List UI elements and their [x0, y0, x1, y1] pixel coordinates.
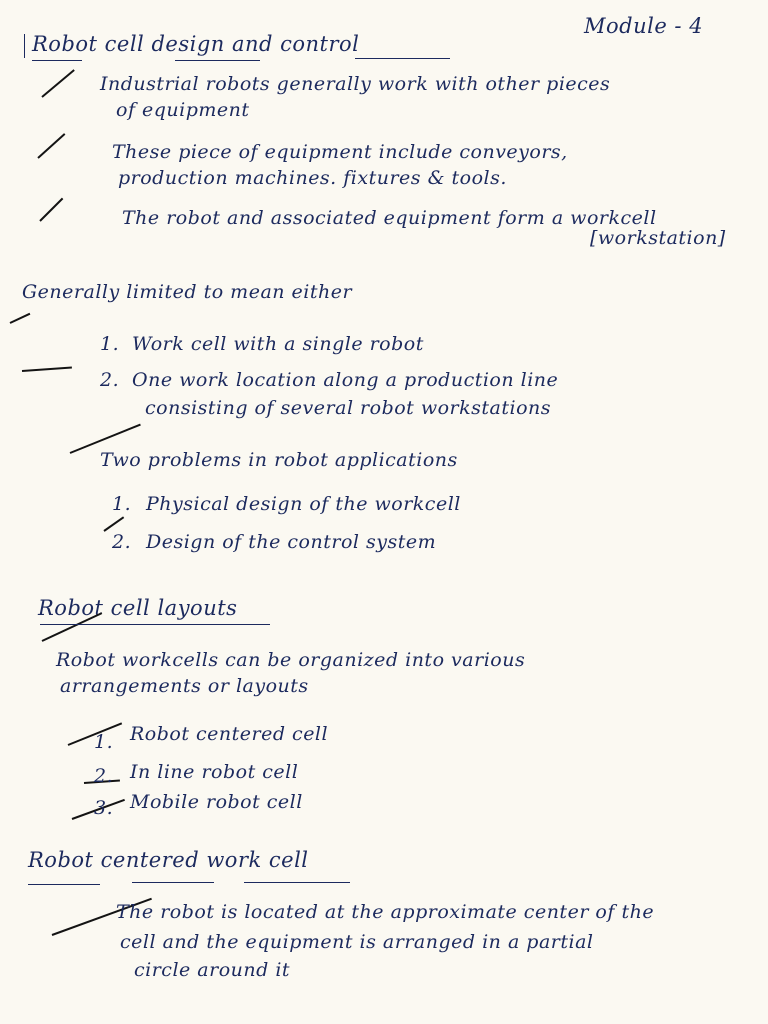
list-item: Work cell with a single robot [132, 333, 424, 355]
page-title: Robot cell design and control [32, 32, 360, 56]
list-number: 3. [94, 797, 114, 819]
list-item-cont: consisting of several robot workstations [145, 397, 552, 419]
intro-point: These piece of equipment include conveyors, [112, 141, 568, 163]
intro-point-cont: production machines. fixtures & tools. [118, 167, 507, 189]
list-number: 1. [94, 731, 114, 753]
list-item: In line robot cell [130, 761, 299, 783]
list-item: Robot centered cell [130, 723, 329, 745]
intro-point-cont: [workstation] [590, 227, 726, 249]
intro-point: The robot and associated equipment form a workcell [122, 207, 657, 229]
title-underline [175, 60, 260, 61]
list-item: One work location along a production line [132, 369, 559, 391]
list-number: 1. [112, 493, 132, 515]
heading-underline [244, 882, 350, 883]
section-heading: Robot centered work cell [28, 848, 309, 872]
list-item: Physical design of the workcell [146, 493, 461, 515]
list-number: 2. [112, 531, 132, 553]
title-underline [32, 60, 82, 61]
section-heading: Robot cell layouts [38, 596, 238, 620]
tick-mark [39, 198, 63, 222]
section-heading: Generally limited to mean either [22, 281, 353, 303]
intro-point: Industrial robots generally work with other pieces [100, 73, 611, 95]
intro-point-cont: of equipment [116, 99, 250, 121]
heading-underline [132, 882, 214, 883]
margin-bar [24, 34, 25, 58]
layouts-text: Robot workcells can be organized into various [56, 649, 526, 671]
body-line: circle around it [134, 959, 291, 981]
list-item: Design of the control system [146, 531, 437, 553]
list-number: 2. [100, 369, 120, 391]
layouts-text: arrangements or layouts [60, 675, 309, 697]
tick-mark [10, 313, 31, 324]
body-line: cell and the equipment is arranged in a partial [120, 931, 594, 953]
heading-underline [28, 884, 100, 885]
list-number: 1. [100, 333, 120, 355]
tick-mark [41, 69, 74, 98]
tick-mark [22, 367, 72, 372]
list-item: Mobile robot cell [130, 791, 303, 813]
problems-heading: Two problems in robot applications [100, 449, 458, 471]
title-underline [355, 58, 450, 59]
tick-mark [37, 133, 65, 159]
module-label: Module - 4 [584, 14, 704, 38]
list-number: 2. [94, 765, 114, 787]
body-line: The robot is located at the approximate center of the [116, 901, 655, 923]
heading-underline [40, 624, 270, 625]
